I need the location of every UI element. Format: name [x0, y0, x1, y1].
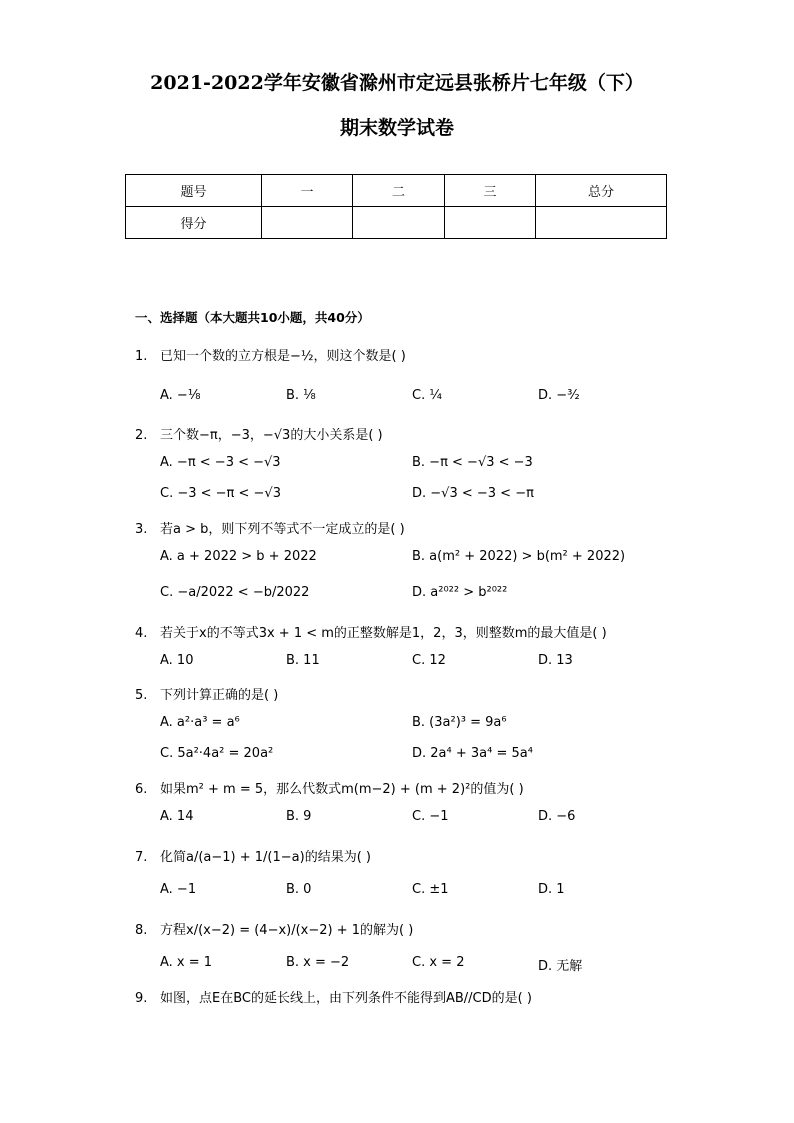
option-b: B. 9 — [286, 809, 312, 824]
question-4 — [135, 622, 607, 641]
option-c: C. 12 — [412, 653, 446, 668]
option-d: D. 2a⁴ + 3a⁴ = 5a⁴ — [412, 746, 533, 761]
question-stem: 方程x/(x−2) = (4−x)/(x−2) + 1的解为( ) — [160, 923, 414, 938]
question-stem: 化简a/(a−1) + 1/(1−a)的结果为( ) — [160, 850, 371, 865]
option-a: A. 14 — [160, 809, 194, 824]
option-a: A. 10 — [160, 653, 194, 668]
option-b: B. ⅛ — [286, 388, 316, 403]
question-8 — [135, 919, 413, 938]
score-cell[interactable] — [536, 207, 667, 239]
score-cell[interactable] — [262, 207, 353, 239]
option-a: A. −1 — [160, 882, 197, 897]
score-table-header-row — [126, 175, 667, 207]
score-header-cell: 题号 — [126, 175, 262, 207]
option-b: B. 11 — [286, 653, 320, 668]
option-a: A. a + 2022 > b + 2022 — [160, 549, 317, 564]
option-b: B. x = −2 — [286, 955, 350, 970]
page-subtitle: 期末数学试卷 — [339, 117, 454, 139]
score-cell[interactable] — [445, 207, 536, 239]
score-header-cell: 二 — [353, 175, 445, 207]
question-stem: 若a > b，则下列不等式不一定成立的是( ) — [160, 522, 405, 537]
question-number: 1. — [135, 349, 148, 364]
section-heading: 一、选择题（本大题共10小题，共40分） — [135, 310, 370, 325]
question-number: 4. — [135, 626, 148, 641]
option-d: D. −√3 < −3 < −π — [412, 486, 534, 501]
option-a: A. a²·a³ = a⁶ — [160, 715, 240, 730]
question-6 — [135, 778, 524, 797]
option-d: D. a²⁰²² > b²⁰²² — [412, 585, 508, 600]
question-number: 8. — [135, 923, 148, 938]
question-7 — [135, 846, 371, 865]
score-table-row — [126, 207, 667, 239]
option-a: A. x = 1 — [160, 955, 213, 970]
option-b: B. −π < −√3 < −3 — [412, 455, 533, 470]
question-stem: 若关于x的不等式3x + 1 < m的正整数解是1，2，3，则整数m的最大值是( ) — [160, 626, 607, 641]
question-5 — [135, 684, 278, 703]
question-number: 7. — [135, 850, 148, 865]
question-number: 2. — [135, 428, 148, 443]
score-header-cell: 一 — [262, 175, 353, 207]
option-b: B. (3a²)³ = 9a⁶ — [412, 715, 507, 730]
question-9 — [135, 987, 532, 1006]
question-number: 3. — [135, 522, 148, 537]
option-b: B. a(m² + 2022) > b(m² + 2022) — [412, 549, 626, 564]
option-c: C. −a/2022 < −b/2022 — [160, 585, 310, 600]
option-d: D. 无解 — [538, 959, 583, 974]
option-c: C. ±1 — [412, 882, 449, 897]
question-1 — [135, 345, 406, 364]
option-d: D. −³⁄₂ — [538, 388, 580, 403]
option-c: C. −1 — [412, 809, 449, 824]
question-number: 9. — [135, 991, 148, 1006]
question-2 — [135, 424, 383, 443]
option-a: A. −π < −3 < −√3 — [160, 455, 281, 470]
question-stem: 下列计算正确的是( ) — [160, 688, 279, 703]
option-a: A. −⅛ — [160, 388, 201, 403]
question-stem: 已知一个数的立方根是−½，则这个数是( ) — [160, 349, 406, 364]
score-header-cell: 总分 — [536, 175, 667, 207]
score-header-cell: 三 — [445, 175, 536, 207]
option-b: B. 0 — [286, 882, 312, 897]
page-title: 2021-2022学年安徽省滁州市定远县张桥片七年级（下） — [150, 72, 644, 94]
option-c: C. x = 2 — [412, 955, 465, 970]
option-c: C. −3 < −π < −√3 — [160, 486, 281, 501]
question-number: 6. — [135, 782, 148, 797]
question-stem: 如图，点E在BC的延长线上，由下列条件不能得到AB//CD的是( ) — [160, 991, 532, 1006]
score-row-label: 得分 — [126, 207, 262, 239]
option-c: C. ¼ — [412, 388, 442, 403]
score-cell[interactable] — [353, 207, 445, 239]
option-d: D. 13 — [538, 653, 573, 668]
question-3 — [135, 518, 405, 537]
question-number: 5. — [135, 688, 148, 703]
question-stem: 如果m² + m = 5，那么代数式m(m−2) + (m + 2)²的值为( ) — [160, 782, 524, 797]
option-d: D. −6 — [538, 809, 576, 824]
question-stem: 三个数−π，−3，−√3的大小关系是( ) — [160, 428, 383, 443]
option-d: D. 1 — [538, 882, 565, 897]
option-c: C. 5a²·4a² = 20a² — [160, 746, 274, 761]
score-table — [125, 174, 667, 239]
